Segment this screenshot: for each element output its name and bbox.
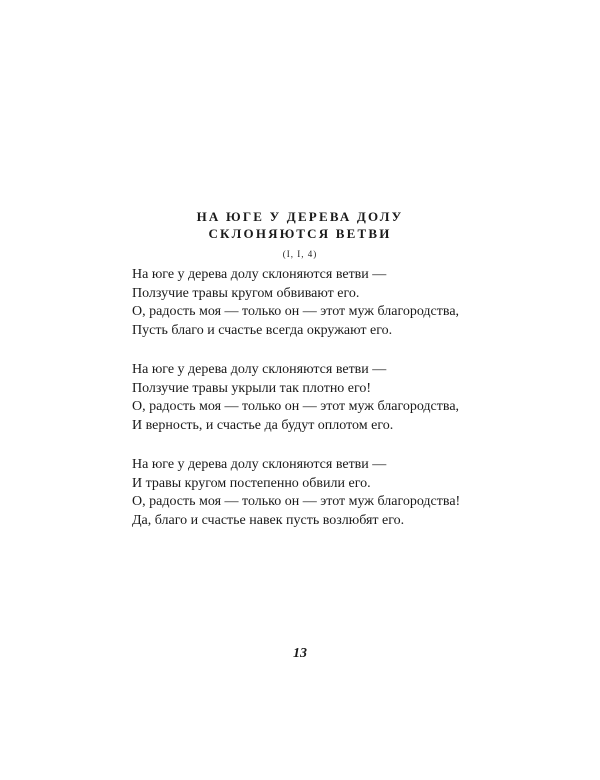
title-line-2: СКЛОНЯЮТСЯ ВЕТВИ [208, 226, 392, 241]
verse-line: О, радость моя — только он — этот муж благородства! [132, 494, 461, 509]
verse-line: И травы кругом постепенно обвили его. [132, 475, 371, 491]
verse-line: Пусть благо и счастье всегда окружают его. [132, 322, 393, 338]
poem-body [132, 266, 552, 551]
verse-line: На юге у дерева долу склоняются ветви — [132, 362, 387, 377]
stanza-3 [132, 456, 552, 530]
verse-line: И верность, и счастье да будут оплотом его. [132, 417, 394, 433]
verse-line: Да, благо и счастье навек пусть возлюбят его. [132, 512, 405, 528]
verse-line: О, радость моя — только он — этот муж благородства, [132, 399, 460, 414]
verse-line: На юге у дерева долу склоняются ветви — [132, 267, 387, 282]
stanza-2 [132, 361, 552, 435]
title-line-1: НА ЮГЕ У ДЕРЕВА ДОЛУ [196, 209, 404, 224]
page-number: 13 [293, 646, 307, 661]
verse-line: Ползучие травы кругом обвивают его. [132, 285, 360, 301]
stanza-1 [132, 266, 552, 340]
verse-line: На юге у дерева долу склоняются ветви — [132, 457, 387, 472]
verse-line: О, радость моя — только он — этот муж благородства, [132, 304, 460, 319]
poem-reference: (I, I, 4) [282, 249, 318, 259]
verse-line: Ползучие травы укрыли так плотно его! [132, 380, 372, 396]
poem-title [0, 208, 600, 260]
